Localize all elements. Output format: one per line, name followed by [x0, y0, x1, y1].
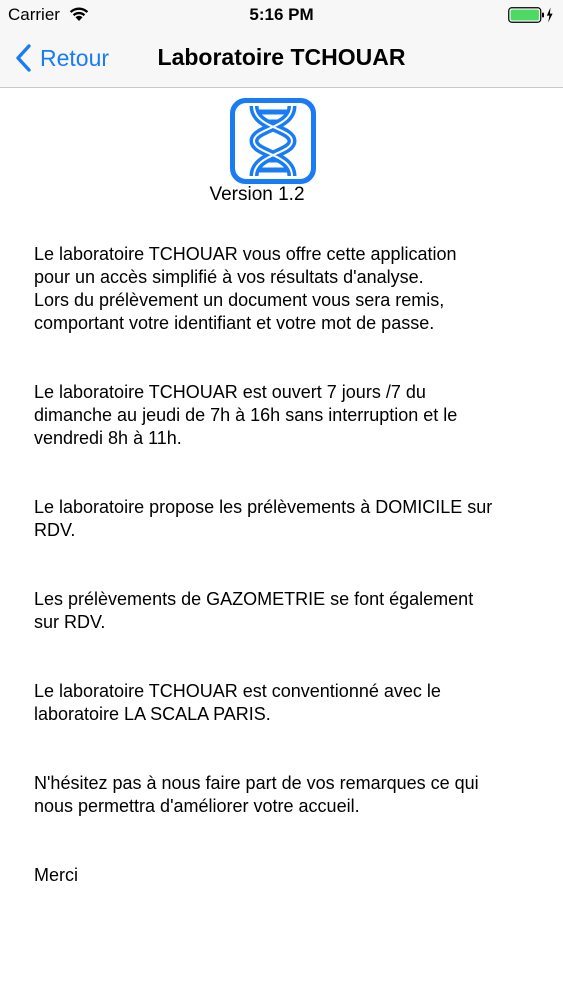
paragraph: Les prélèvements de GAZOMETRIE se font également sur RDV. [34, 589, 474, 632]
charging-bolt-icon [547, 8, 553, 23]
page-title: Laboratoire TCHOUAR [157, 44, 406, 70]
content-area [34, 98, 544, 933]
dna-helix-icon [230, 98, 316, 184]
battery-icon [508, 6, 554, 24]
about-text [34, 220, 544, 933]
app-icon-container [18, 98, 528, 184]
status-bar [0, 0, 563, 30]
closing-text: Merci [34, 865, 78, 885]
back-button-label: Retour [40, 44, 110, 71]
status-time: 5:16 PM [249, 5, 314, 24]
paragraph: Le laboratoire TCHOUAR est ouvert 7 jours /7 du dimanche au jeudi de 7h à 16h sans interruption et le vendredi 8h à 11h. [34, 382, 458, 448]
paragraph: Le laboratoire TCHOUAR est conventionné avec le laboratoire LA SCALA PARIS. [34, 681, 441, 724]
version-label: Version 1.2 [209, 184, 305, 205]
paragraph: N'hésitez pas à nous faire part de vos remarques ce qui nous permettra d'améliorer votre accueil. [34, 773, 479, 816]
paragraph: Le laboratoire propose les prélèvements à DOMICILE sur RDV. [34, 497, 493, 540]
paragraph: Le laboratoire TCHOUAR vous offre cette application pour un accès simplifié à vos résultats d'analyse. Lors du prélèvement un document vous sera remis, comportant votre identifiant et votre mot de passe. [34, 244, 457, 333]
navigation-bar [0, 30, 563, 88]
carrier-label: Carrier [8, 5, 60, 24]
